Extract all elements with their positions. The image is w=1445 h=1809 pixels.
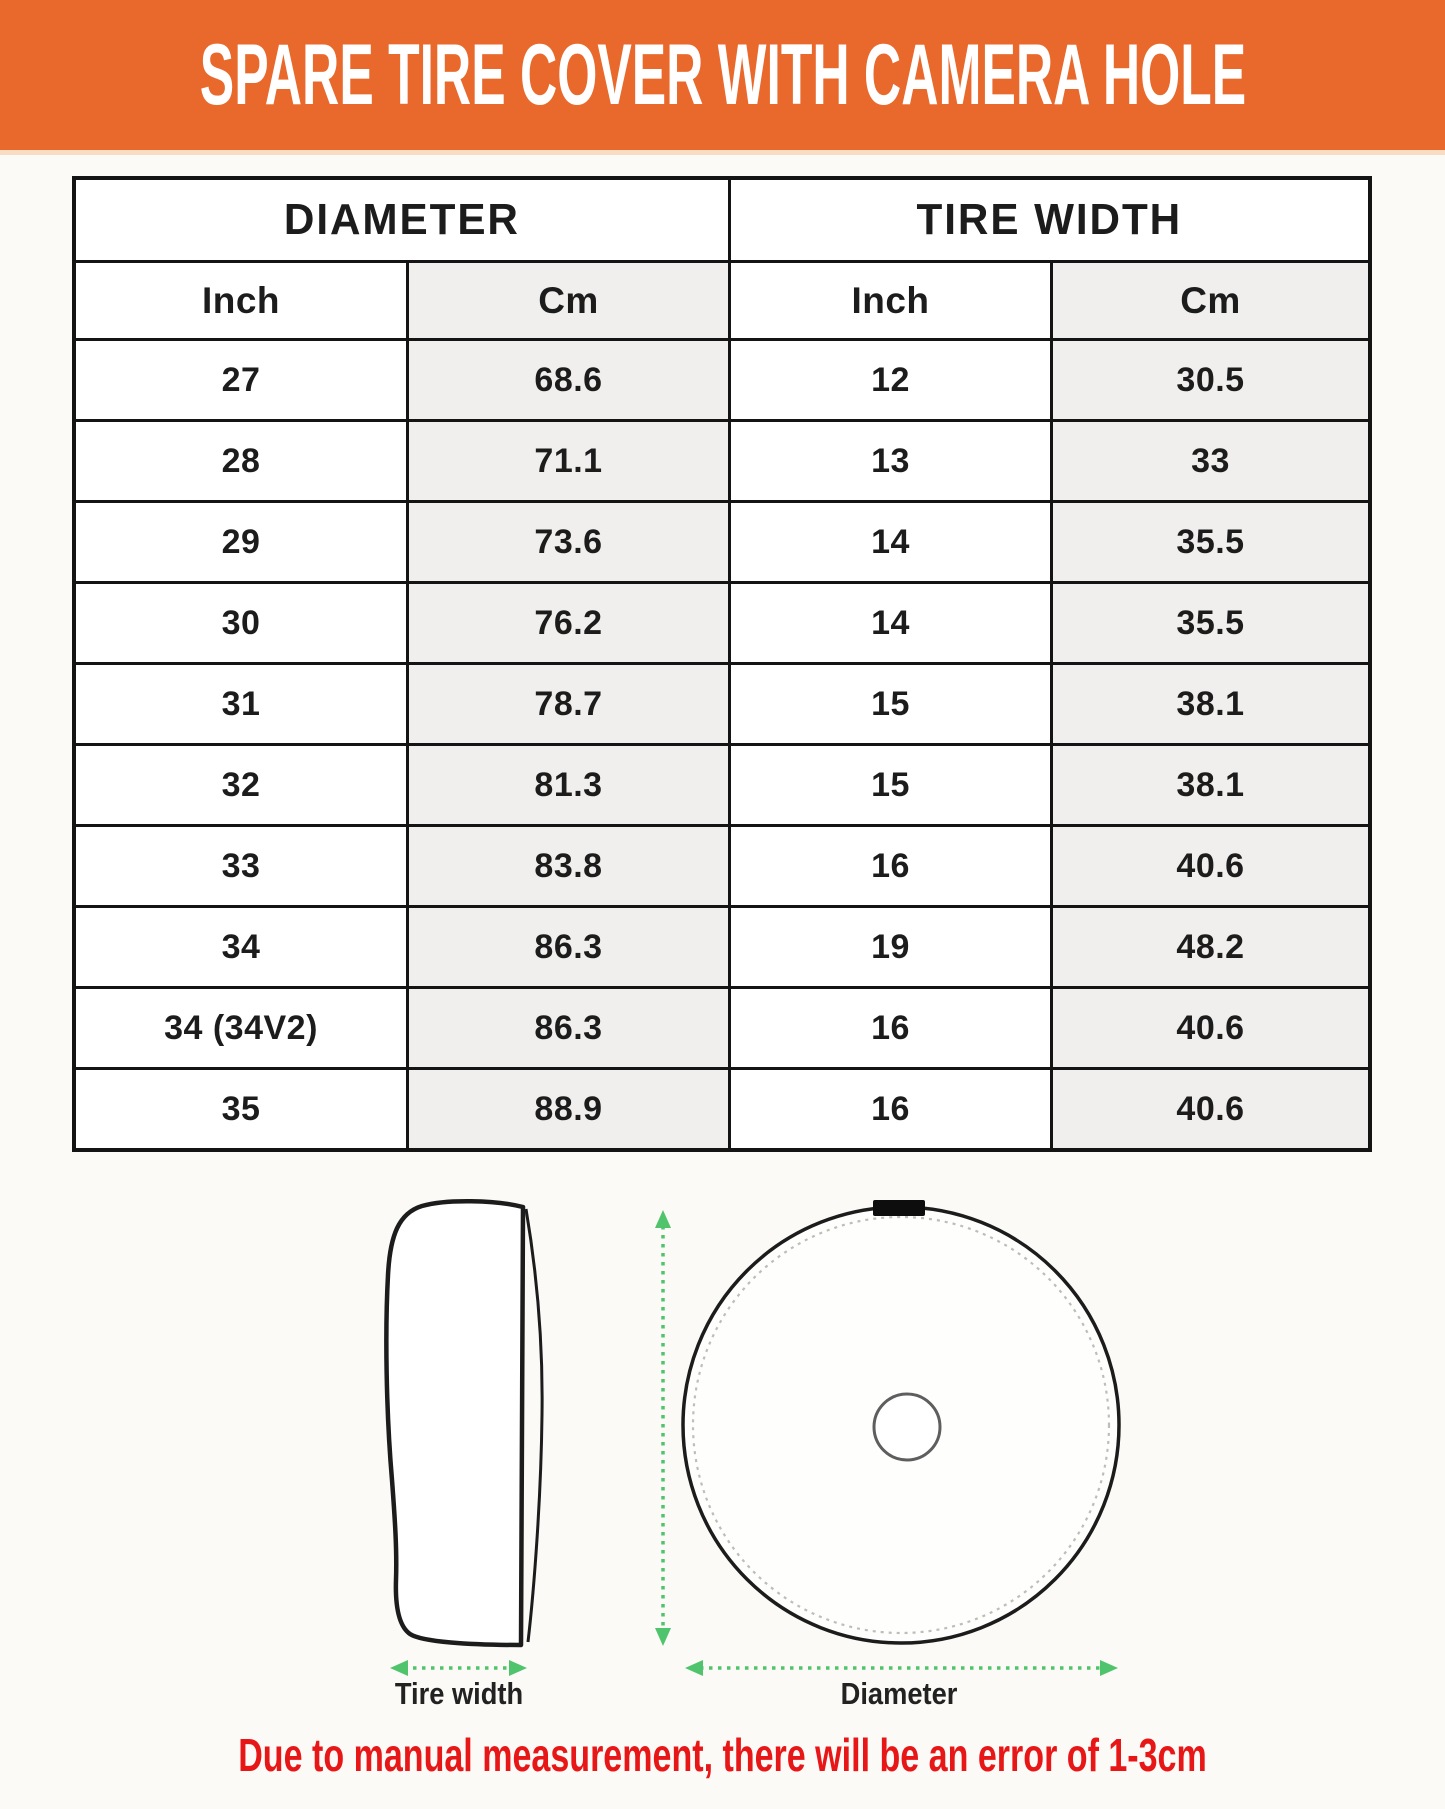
table-section-header-tire-width — [728, 180, 1368, 260]
cell-value: 33 — [221, 846, 261, 885]
tire-measurement-diagram — [300, 1190, 1200, 1720]
table-cell — [76, 824, 406, 905]
table-cell — [728, 500, 1050, 581]
table-cell — [1050, 338, 1368, 419]
cell-value: 15 — [871, 684, 910, 723]
cell-value: 30 — [221, 603, 261, 642]
arrow-left-icon — [390, 1660, 408, 1676]
cell-value: 68.6 — [534, 360, 603, 399]
cell-value: 40.6 — [1176, 1089, 1245, 1128]
cell-value: 34 — [221, 927, 261, 966]
table-cell — [1050, 986, 1368, 1067]
table-cell — [1050, 743, 1368, 824]
table-section-header-diameter — [76, 180, 728, 260]
table-cell — [406, 338, 728, 419]
tire-top-marker — [873, 1200, 925, 1216]
cell-value: 33 — [1191, 441, 1230, 480]
cell-value: 78.7 — [534, 684, 603, 723]
cell-value: 35 — [221, 1089, 261, 1128]
arrow-up-icon — [655, 1210, 671, 1228]
arrow-left-icon — [685, 1660, 703, 1676]
table-cell — [1050, 905, 1368, 986]
table-cell — [728, 1067, 1050, 1148]
table-cell — [728, 986, 1050, 1067]
cell-value: 86.3 — [534, 1008, 603, 1047]
table-cell — [1050, 662, 1368, 743]
cell-value: 30.5 — [1176, 360, 1245, 399]
tire-side-view-tread-edge — [526, 1209, 542, 1642]
camera-hole-circle — [874, 1394, 940, 1460]
size-chart-table — [72, 176, 1372, 1152]
cell-value: 40.6 — [1176, 846, 1245, 885]
table-cell — [728, 743, 1050, 824]
column-header-cell — [1050, 260, 1368, 338]
table-cell — [728, 824, 1050, 905]
table-cell — [76, 419, 406, 500]
cell-value: 38.1 — [1176, 684, 1245, 723]
column-header-label: Cm — [538, 279, 599, 321]
cell-value: 35.5 — [1176, 603, 1245, 642]
table-cell — [728, 581, 1050, 662]
table-cell — [76, 500, 406, 581]
column-header-cell — [76, 260, 406, 338]
table-cell — [1050, 419, 1368, 500]
cell-value: 28 — [221, 441, 261, 480]
table-cell — [76, 581, 406, 662]
cell-value: 88.9 — [534, 1089, 603, 1128]
cell-value: 34 (34V2) — [164, 1008, 318, 1047]
cell-value: 35.5 — [1176, 522, 1245, 561]
cell-value: 81.3 — [534, 765, 603, 804]
table-cell — [1050, 1067, 1368, 1148]
cell-value: 16 — [871, 1008, 910, 1047]
table-cell — [728, 662, 1050, 743]
column-header-label: Inch — [201, 279, 281, 321]
tire-width-label: Tire width — [394, 1676, 524, 1711]
column-header-cell — [728, 260, 1050, 338]
cell-value: 12 — [871, 360, 910, 399]
table-cell — [76, 905, 406, 986]
table-cell — [406, 986, 728, 1067]
table-cell — [406, 905, 728, 986]
banner-bottom-edge — [0, 150, 1445, 155]
table-cell — [1050, 824, 1368, 905]
table-cell — [76, 662, 406, 743]
cell-value: 86.3 — [534, 927, 603, 966]
column-header-label: Cm — [1180, 279, 1241, 321]
arrow-right-icon — [509, 1660, 527, 1676]
table-cell — [406, 824, 728, 905]
cell-value: 83.8 — [534, 846, 603, 885]
table-cell — [406, 419, 728, 500]
table-cell — [406, 743, 728, 824]
cell-value: 40.6 — [1176, 1008, 1245, 1047]
section-header-label: DIAMETER — [284, 195, 520, 244]
cell-value: 14 — [871, 603, 910, 642]
table-cell — [76, 338, 406, 419]
cell-value: 48.2 — [1176, 927, 1245, 966]
table-cell — [76, 986, 406, 1067]
cell-value: 15 — [871, 765, 910, 804]
cell-value: 71.1 — [534, 441, 603, 480]
cell-value: 31 — [221, 684, 261, 723]
tire-side-view-shape — [386, 1201, 523, 1645]
table-cell — [728, 905, 1050, 986]
column-header-cell — [406, 260, 728, 338]
cell-value: 32 — [221, 765, 261, 804]
measurement-error-footnote: Due to manual measurement, there will be an error of 1-3cm — [238, 1729, 1207, 1781]
header-banner — [0, 0, 1445, 150]
table-cell — [728, 338, 1050, 419]
cell-value: 29 — [221, 522, 261, 561]
cell-value: 13 — [871, 441, 910, 480]
page-title: SPARE TIRE COVER WITH CAMERA HOLE — [199, 26, 1246, 123]
cell-value: 76.2 — [534, 603, 603, 642]
section-header-label: TIRE WIDTH — [916, 195, 1183, 244]
cell-value: 19 — [871, 927, 910, 966]
column-header-label: Inch — [851, 279, 930, 321]
table-cell — [406, 1067, 728, 1148]
table-cell — [406, 500, 728, 581]
table-cell — [76, 743, 406, 824]
table-cell — [1050, 500, 1368, 581]
arrow-down-icon — [655, 1628, 671, 1646]
table-cell — [406, 581, 728, 662]
cell-value: 73.6 — [534, 522, 603, 561]
diameter-label: Diameter — [840, 1676, 958, 1711]
cell-value: 16 — [871, 846, 910, 885]
cell-value: 38.1 — [1176, 765, 1245, 804]
cell-value: 27 — [221, 360, 261, 399]
arrow-right-icon — [1100, 1660, 1118, 1676]
table-cell — [728, 419, 1050, 500]
table-cell — [406, 662, 728, 743]
table-cell — [76, 1067, 406, 1148]
table-cell — [1050, 581, 1368, 662]
cell-value: 16 — [871, 1089, 910, 1128]
cell-value: 14 — [871, 522, 910, 561]
